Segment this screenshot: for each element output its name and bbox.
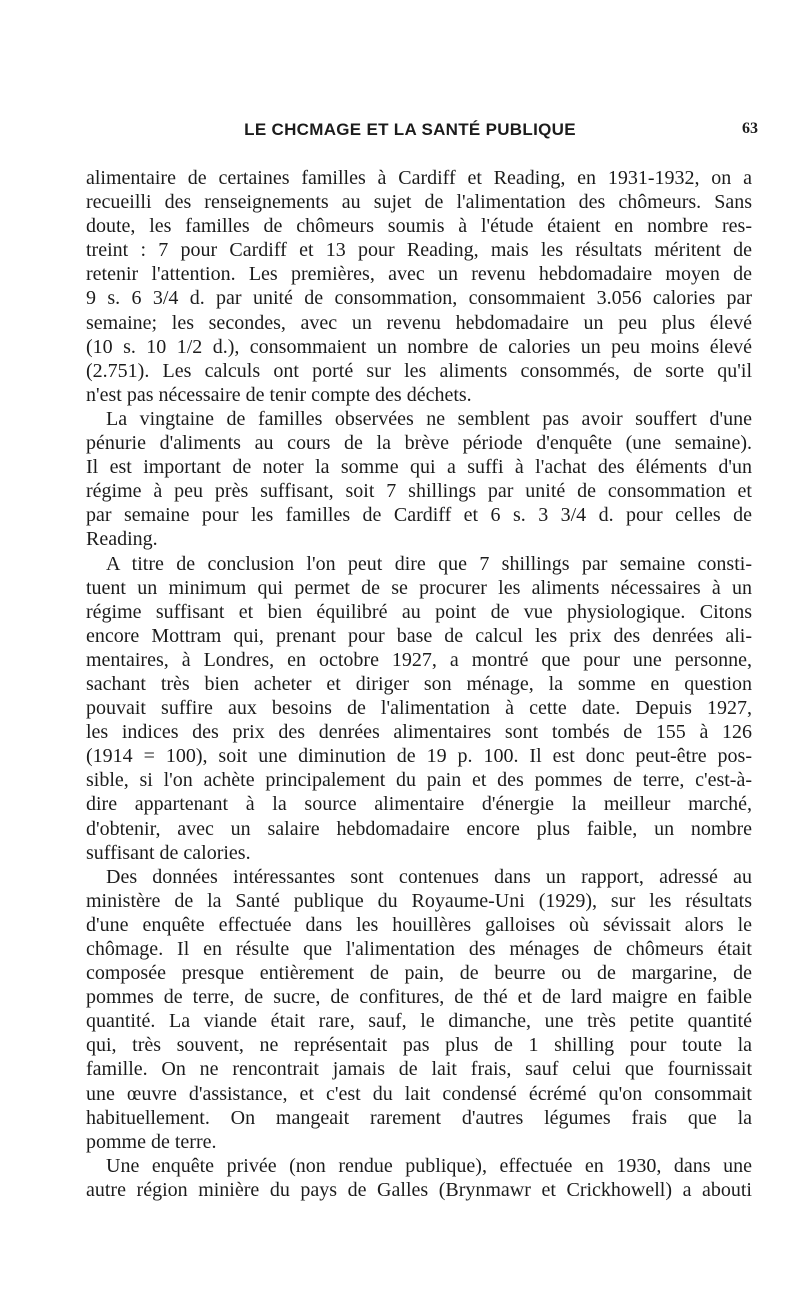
text-line: habituellement. On mangeait rarement d'autres légumes frais que la — [86, 1106, 752, 1129]
running-title: LE CHCMAGE ET LA SANTÉ PUBLIQUE — [244, 120, 576, 139]
text-line: pouvait suffire aux besoins de l'alimentation à cette date. Depuis 1927, — [86, 697, 752, 720]
text-line: A titre de conclusion l'on peut dire que 7 shillings par semaine consti- — [106, 552, 752, 575]
text-line: La vingtaine de familles observées ne semblent pas avoir souffert d'une — [106, 407, 752, 430]
text-line: doute, les familles de chômeurs soumis à l'étude étaient en nombre res- — [86, 215, 752, 238]
text-line: dire appartenant à la source alimentaire d'énergie la meilleur marché, — [86, 793, 752, 816]
text-line: régime suffisant et bien équilibré au point de vue physiologique. Citons — [86, 600, 752, 623]
text-line: 9 s. 6 3/4 d. par unité de consommation, consommaient 3.056 calories par — [86, 287, 752, 310]
text-line: composée presque entièrement de pain, de beurre ou de margarine, de — [86, 962, 752, 985]
text-line: Des données intéressantes sont contenues dans un rapport, adressé au — [106, 865, 752, 888]
text-line: n'est pas nécessaire de tenir compte des déchets. — [86, 383, 472, 406]
text-line: autre région minière du pays de Galles (Brynmawr et Crickhowell) a abouti — [86, 1178, 752, 1201]
text-line: par semaine pour les familles de Cardiff et 6 s. 3 3/4 d. pour celles de — [86, 504, 752, 527]
text-line: Reading. — [86, 528, 158, 551]
text-line: chômage. Il en résulte que l'alimentation des ménages de chômeurs était — [86, 938, 752, 960]
text-line: famille. On ne rencontrait jamais de lait frais, sauf celui que fournissait — [86, 1058, 752, 1081]
text-line: suffisant de calories. — [86, 841, 251, 864]
text-line: mentaires, à Londres, en octobre 1927, a montré que pour une personne, — [86, 648, 752, 671]
body-text — [86, 166, 752, 1202]
text-line: qui, très souvent, ne représentait pas plus de 1 shilling pour toute la — [86, 1034, 752, 1057]
text-line: alimentaire de certaines familles à Cardiff et Reading, en 1931-1932, on a — [86, 167, 752, 189]
text-line: d'une enquête effectuée dans les houillères galloises où sévissait alors le — [86, 913, 752, 936]
text-line: Il est important de noter la somme qui a suffi à l'achat des éléments d'un — [86, 456, 752, 479]
text-line: encore Mottram qui, prenant pour base de calcul les prix des denrées ali- — [86, 624, 752, 647]
text-line: sachant très bien acheter et diriger son ménage, la somme en question — [86, 672, 752, 695]
text-line: retenir l'attention. Les premières, avec un revenu hebdomadaire moyen de — [86, 263, 752, 286]
text-line: (2.751). Les calculs ont porté sur les aliments consommés, de sorte qu'il — [86, 359, 752, 382]
page-number: 63 — [742, 120, 758, 137]
text-line: semaine; les secondes, avec un revenu hebdomadaire un peu plus élevé — [86, 311, 752, 334]
text-line: d'obtenir, avec un salaire hebdomadaire encore plus faible, un nombre — [86, 817, 752, 840]
paragraph — [86, 1154, 752, 1202]
running-head — [60, 120, 760, 144]
text-line: les indices des prix des denrées alimentaires sont tombés de 155 à 126 — [86, 721, 752, 744]
text-line: pénurie d'aliments au cours de la brève période d'enquête (une semaine). — [86, 432, 752, 455]
text-line: Une enquête privée (non rendue publique), effectuée en 1930, dans une — [106, 1154, 752, 1177]
text-line: tuent un minimum qui permet de se procurer les aliments nécessaires à un — [86, 576, 752, 599]
text-line: recueilli des renseignements au sujet de l'alimentation des chômeurs. Sans — [86, 191, 752, 214]
text-line: régime à peu près suffisant, soit 7 shillings par unité de consommation et — [86, 480, 752, 503]
text-line: (10 s. 10 1/2 d.), consommaient un nombre de calories un peu moins élevé — [86, 335, 752, 358]
text-line: quantité. La viande était rare, sauf, le dimanche, une très petite quantité — [86, 1010, 752, 1033]
text-line: ministère de la Santé publique du Royaume-Uni (1929), sur les résultats — [86, 889, 752, 912]
paragraph — [86, 552, 752, 865]
text-line: pomme de terre. — [86, 1130, 217, 1153]
text-line: une œuvre d'assistance, et c'est du lait condensé écrémé qu'on consommait — [86, 1082, 752, 1105]
text-line: sible, si l'on achète principalement du pain et des pommes de terre, c'est-à- — [86, 769, 752, 792]
paragraph — [86, 166, 752, 407]
text-line: (1914 = 100), soit une diminution de 19 p. 100. Il est donc peut-être pos- — [86, 745, 752, 768]
text-line: treint : 7 pour Cardiff et 13 pour Reading, mais les résultats méritent de — [86, 239, 752, 262]
paragraph — [86, 407, 752, 552]
text-line: pommes de terre, de sucre, de confitures, de thé et de lard maigre en faible — [86, 986, 752, 1009]
paragraph — [86, 865, 752, 1154]
